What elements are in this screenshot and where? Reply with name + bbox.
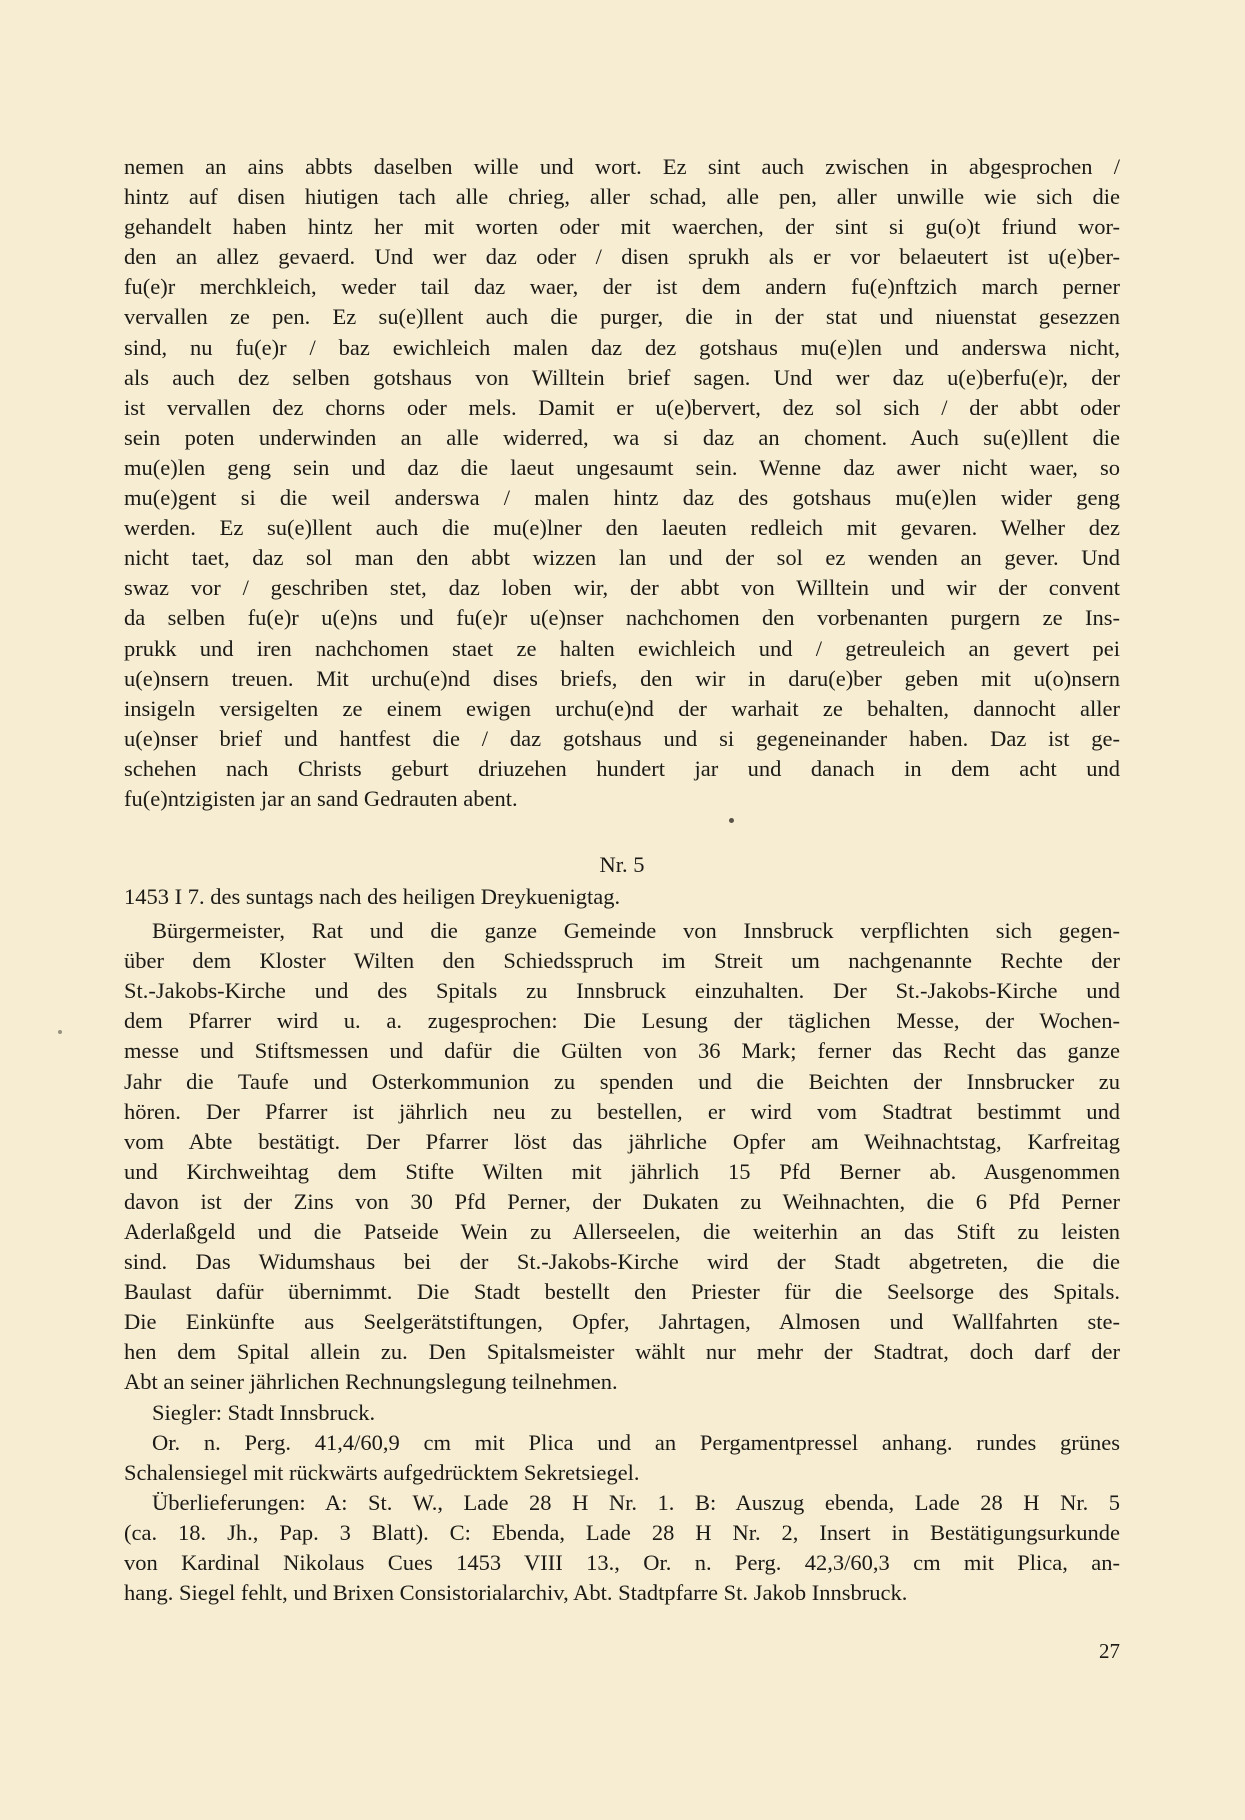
text-line: nicht taet, daz sol man den abbt wizzen lan und der sol ez wenden an gever. Und xyxy=(124,545,1120,571)
text-line: mu(e)gent si die weil anderswa / malen hintz daz des gotshaus mu(e)len wider geng xyxy=(124,485,1120,511)
text-line: mu(e)len geng sein und daz die laeut ungesaumt sein. Wenne daz awer nicht waer, so xyxy=(124,454,1120,480)
text-line: als auch dez selben gotshaus von Willtein brief sagen. Und wer daz u(e)berfu(e)r, der xyxy=(124,364,1120,390)
print-speck xyxy=(58,1030,62,1034)
text-line: vervallen ze pen. Ez su(e)llent auch die purger, die in der stat und niuenstat gesezzen xyxy=(124,304,1120,330)
text-line: und Kirchweihtag dem Stifte Wilten mit jährlich 15 Pfd Berner ab. Ausgenommen xyxy=(124,1158,1120,1184)
text-line: vom Abte bestätigt. Der Pfarrer löst das jährliche Opfer am Weihnachtstag, Karfreitag xyxy=(124,1128,1120,1154)
text-line: Siegler: Stadt Innsbruck. xyxy=(152,1399,376,1425)
document-summary xyxy=(124,916,1120,1398)
text-line: hintz auf disen hiutigen tach alle chrieg, aller schad, alle pen, aller unwille wie sich die xyxy=(124,184,1120,210)
text-line: ist vervallen dez chorns oder mels. Damit er u(e)bervert, dez sol sich / der abbt oder xyxy=(124,394,1120,420)
text-line: u(e)nser brief und hantfest die / daz gotshaus und si gegeneinander haben. Daz ist ge- xyxy=(124,725,1120,751)
text-line: St.-Jakobs-Kirche und des Spitals zu Innsbruck einzuhalten. Der St.-Jakobs-Kirche und xyxy=(124,978,1120,1004)
text-line: hen dem Spital allein zu. Den Spitalsmeister wählt nur mehr der Stadtrat, doch darf der xyxy=(124,1339,1120,1365)
text-line: sein poten underwinden an alle widerred, wa si daz an choment. Auch su(e)llent die xyxy=(124,424,1120,450)
text-line: hang. Siegel fehlt, und Brixen Consistorialarchiv, Abt. Stadtpfarre St. Jakob Innsbruck. xyxy=(124,1580,908,1606)
charter-text-continuation xyxy=(124,152,1120,814)
text-line: Bürgermeister, Rat und die ganze Gemeinde von Innsbruck verpflichten sich gegen- xyxy=(152,918,1120,944)
print-speck xyxy=(729,818,734,823)
text-line: Or. n. Perg. 41,4/60,9 cm mit Plica und an Pergamentpressel anhang. rundes grünes xyxy=(152,1429,1120,1455)
document-page xyxy=(124,152,1120,1608)
text-line: insigeln versigelten ze einem ewigen urchu(e)nd der warhait ze behalten, dannocht aller xyxy=(124,695,1120,721)
text-line: Baulast dafür übernimmt. Die Stadt bestellt den Priester für die Seelsorge des Spitals. xyxy=(124,1279,1120,1305)
text-line: Jahr die Taufe und Osterkommunion zu spenden und die Beichten der Innsbrucker zu xyxy=(124,1068,1120,1094)
text-line: Überlieferungen: A: St. W., Lade 28 H Nr. 1. B: Auszug ebenda, Lade 28 H Nr. 5 xyxy=(152,1489,1120,1515)
text-line: (ca. 18. Jh., Pap. 3 Blatt). C: Ebenda, Lade 28 H Nr. 2, Insert in Bestätigungsurkunde xyxy=(124,1519,1120,1545)
text-line: da selben fu(e)r u(e)ns und fu(e)r u(e)nser nachchomen den vorbenanten purgern ze Ins- xyxy=(124,605,1120,631)
text-line: den an allez gevaerd. Und wer daz oder / disen sprukh als er vor belaeutert ist u(e)ber- xyxy=(124,244,1120,270)
text-line: nemen an ains abbts daselben wille und wort. Ez sint auch zwischen in abgesprochen / xyxy=(124,154,1120,179)
sealer-note xyxy=(124,1398,1120,1428)
text-line: Aderlaßgeld und die Patseide Wein zu Allerseelen, die weiterhin an das Stift zu leisten xyxy=(124,1219,1120,1244)
text-line: u(e)nsern treuen. Mit urchu(e)nd dises briefs, den wir in daru(e)ber geben mit u(o)nsern xyxy=(124,665,1120,691)
text-line: Die Einkünfte aus Seelgerätstiftungen, Opfer, Jahrtagen, Almosen und Wallfahrten ste- xyxy=(124,1309,1120,1335)
text-line: prukk und iren nachchomen staet ze halten ewichleich und / getreuleich an gevert pei xyxy=(124,635,1120,661)
tradition-note xyxy=(124,1488,1120,1608)
text-line: fu(e)r merchkleich, weder tail daz waer, der ist dem andern fu(e)nftzich march perner xyxy=(124,274,1120,300)
document-dateline: 1453 I 7. des suntags nach des heiligen Dreykuenigtag. xyxy=(124,884,621,910)
text-line: Schalensiegel mit rückwärts aufgedrücktem Sekretsiegel. xyxy=(124,1459,640,1485)
text-line: davon ist der Zins von 30 Pfd Perner, der Dukaten zu Weihnachten, die 6 Pfd Perner xyxy=(124,1188,1120,1214)
text-line: Abt an seiner jährlichen Rechnungslegung teilnehmen. xyxy=(124,1369,618,1395)
text-line: werden. Ez su(e)llent auch die mu(e)lner den laeuten redleich mit gevaren. Welher dez xyxy=(124,515,1120,541)
text-line: fu(e)ntzigisten jar an sand Gedrauten abent. xyxy=(124,785,518,811)
text-line: über dem Kloster Wilten den Schiedsspruch im Streit um nachgenannte Rechte der xyxy=(124,948,1120,974)
text-line: swaz vor / geschriben stet, daz loben wir, der abbt von Willtein und wir der convent xyxy=(124,575,1120,601)
text-line: sind. Das Widumshaus bei der St.-Jakobs-Kirche wird der Stadt abgetreten, die die xyxy=(124,1249,1120,1275)
text-line: von Kardinal Nikolaus Cues 1453 VIII 13., Or. n. Perg. 42,3/60,3 cm mit Plica, an- xyxy=(124,1550,1120,1576)
text-line: hören. Der Pfarrer ist jährlich neu zu bestellen, er wird vom Stadtrat bestimmt und xyxy=(124,1098,1120,1124)
original-description xyxy=(124,1428,1120,1488)
text-line: sind, nu fu(e)r / baz ewichleich malen daz dez gotshaus mu(e)len und anderswa nicht, xyxy=(124,334,1120,360)
text-line: gehandelt haben hintz her mit worten oder mit waerchen, der sint si gu(o)t friund wor- xyxy=(124,214,1120,240)
page-number: 27 xyxy=(1099,1639,1120,1663)
text-line: dem Pfarrer wird u. a. zugesprochen: Die Lesung der täglichen Messe, der Wochen- xyxy=(124,1008,1120,1034)
text-line: schehen nach Christs geburt driuzehen hundert jar und danach in dem acht und xyxy=(124,755,1120,781)
text-line: messe und Stiftsmessen und dafür die Gülten von 36 Mark; ferner das Recht das ganze xyxy=(124,1038,1120,1064)
document-number-heading: Nr. 5 xyxy=(599,852,645,878)
